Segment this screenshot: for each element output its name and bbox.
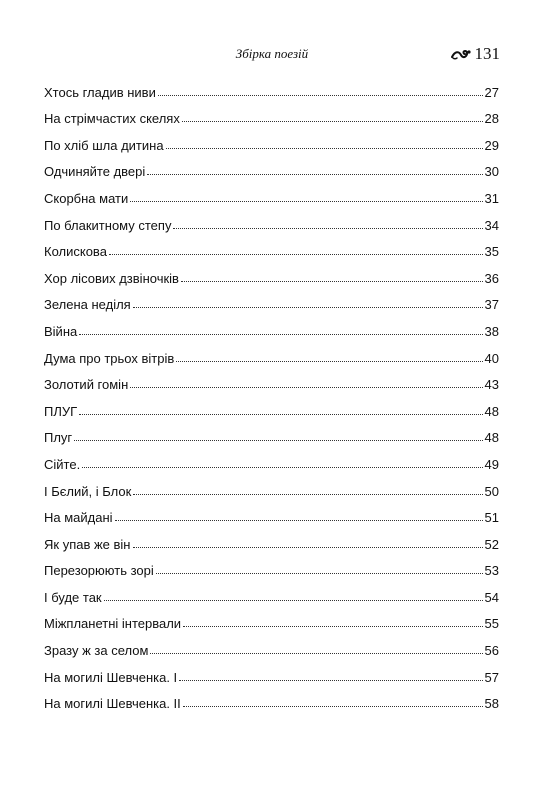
toc-entry xyxy=(44,153,499,180)
running-header xyxy=(44,44,500,64)
toc-entry xyxy=(44,472,499,499)
toc-entry-page: 50 xyxy=(484,483,499,499)
dot-leader xyxy=(133,306,483,308)
toc-entry-page: 53 xyxy=(484,563,499,579)
dot-leader xyxy=(109,253,483,255)
toc-entry-page: 29 xyxy=(484,137,499,153)
toc-entry-title: На стрімчастих скелях xyxy=(44,111,180,127)
toc-entry xyxy=(44,658,499,685)
toc-entry-title: Дума про трьох вітрів xyxy=(44,350,175,366)
toc-entry xyxy=(44,605,499,632)
toc-entry-page: 37 xyxy=(484,297,499,313)
toc-entry xyxy=(44,685,499,712)
toc-entry-title: Перезорюють зорі xyxy=(44,563,154,579)
toc-entry-title: На майдані xyxy=(44,510,113,526)
toc-entry xyxy=(44,126,499,153)
toc-entry-title: І буде так xyxy=(44,589,102,605)
dot-leader xyxy=(130,200,482,202)
dot-leader xyxy=(173,227,482,229)
toc-entry-page: 27 xyxy=(484,84,499,100)
page-number: 131 xyxy=(474,44,500,63)
dot-leader xyxy=(158,94,483,96)
toc-entry-title: Одчиняйте двері xyxy=(44,164,146,180)
toc-entry-title: Скорбна мати xyxy=(44,190,129,206)
dot-leader xyxy=(115,519,483,521)
dot-leader xyxy=(79,413,482,415)
toc-entry-page: 38 xyxy=(484,323,499,339)
toc-entry-page: 54 xyxy=(484,589,499,605)
toc-entry-title: Золотий гомін xyxy=(44,377,129,393)
toc-entry xyxy=(44,100,499,127)
dot-leader xyxy=(130,386,482,388)
dot-leader xyxy=(182,120,483,122)
toc-entry-title: Колискова xyxy=(44,244,107,260)
toc-entry-page: 31 xyxy=(484,190,499,206)
toc-entry xyxy=(44,392,499,419)
toc-entry-page: 35 xyxy=(484,244,499,260)
toc-entry-page: 36 xyxy=(484,270,499,286)
toc-entry xyxy=(44,339,499,366)
toc-entry xyxy=(44,179,499,206)
toc-entry xyxy=(44,233,499,260)
toc-entry-page: 48 xyxy=(484,403,499,419)
toc-entry xyxy=(44,73,499,100)
toc-entry xyxy=(44,259,499,286)
dot-leader xyxy=(133,493,482,495)
toc-entry xyxy=(44,578,499,605)
toc-entry xyxy=(44,419,499,446)
toc-entry-page: 55 xyxy=(484,616,499,632)
toc-entry-title: На могилі Шевченка. І xyxy=(44,669,178,685)
toc-entry-page: 58 xyxy=(484,696,499,712)
toc-entry xyxy=(44,445,499,472)
toc-entry-page: 30 xyxy=(484,164,499,180)
toc-entry-page: 28 xyxy=(484,111,499,127)
dot-leader xyxy=(82,466,482,468)
toc-entry xyxy=(44,366,499,393)
toc-entry xyxy=(44,206,499,233)
toc-entry-title: Хор лісових дзвіночків xyxy=(44,270,179,286)
toc-entry-title: Сійте. xyxy=(44,456,81,472)
toc-entry xyxy=(44,525,499,552)
toc-entry-title: Хтось гладив ниви xyxy=(44,84,156,100)
header-page-marker xyxy=(451,44,501,64)
toc-entry-page: 49 xyxy=(484,456,499,472)
dot-leader xyxy=(133,546,483,548)
toc-entry-page: 56 xyxy=(484,643,499,659)
toc-entry-title: На могилі Шевченка. ІІ xyxy=(44,696,181,712)
toc-entry-title: Плуг xyxy=(44,430,73,446)
dot-leader xyxy=(156,572,483,574)
toc-entry-title: Як упав же він xyxy=(44,536,131,552)
fleuron-icon xyxy=(451,47,471,61)
toc-entry-page: 57 xyxy=(484,669,499,685)
toc-entry-title: ПЛУГ xyxy=(44,403,78,419)
dot-leader xyxy=(74,439,482,441)
toc-entry-title: І Бєлий, і Блок xyxy=(44,483,132,499)
toc-entry-title: Міжпланетні інтервали xyxy=(44,616,182,632)
toc-entry-title: По блакитному степу xyxy=(44,217,172,233)
dot-leader xyxy=(183,625,482,627)
toc-entry-title: Зелена неділя xyxy=(44,297,131,313)
toc-entry xyxy=(44,552,499,579)
dot-leader xyxy=(147,173,482,175)
toc-entry xyxy=(44,286,499,313)
toc-entry xyxy=(44,631,499,658)
dot-leader xyxy=(181,280,483,282)
toc-entry xyxy=(44,499,499,526)
toc-entry-title: По хліб шла дитина xyxy=(44,137,164,153)
table-of-contents xyxy=(44,73,499,711)
toc-entry-page: 43 xyxy=(484,377,499,393)
running-header-title: Збірка поезій xyxy=(235,46,309,61)
dot-leader xyxy=(166,147,483,149)
toc-entry-title: Зразу ж за селом xyxy=(44,643,149,659)
dot-leader xyxy=(79,333,482,335)
dot-leader xyxy=(104,599,483,601)
dot-leader xyxy=(176,360,482,362)
toc-entry-page: 51 xyxy=(484,510,499,526)
toc-entry-page: 40 xyxy=(484,350,499,366)
toc-entry-page: 34 xyxy=(484,217,499,233)
toc-entry-page: 48 xyxy=(484,430,499,446)
dot-leader xyxy=(183,705,483,707)
toc-entry-page: 52 xyxy=(484,536,499,552)
dot-leader xyxy=(179,679,482,681)
toc-entry xyxy=(44,312,499,339)
toc-entry-title: Війна xyxy=(44,323,78,339)
dot-leader xyxy=(150,652,482,654)
